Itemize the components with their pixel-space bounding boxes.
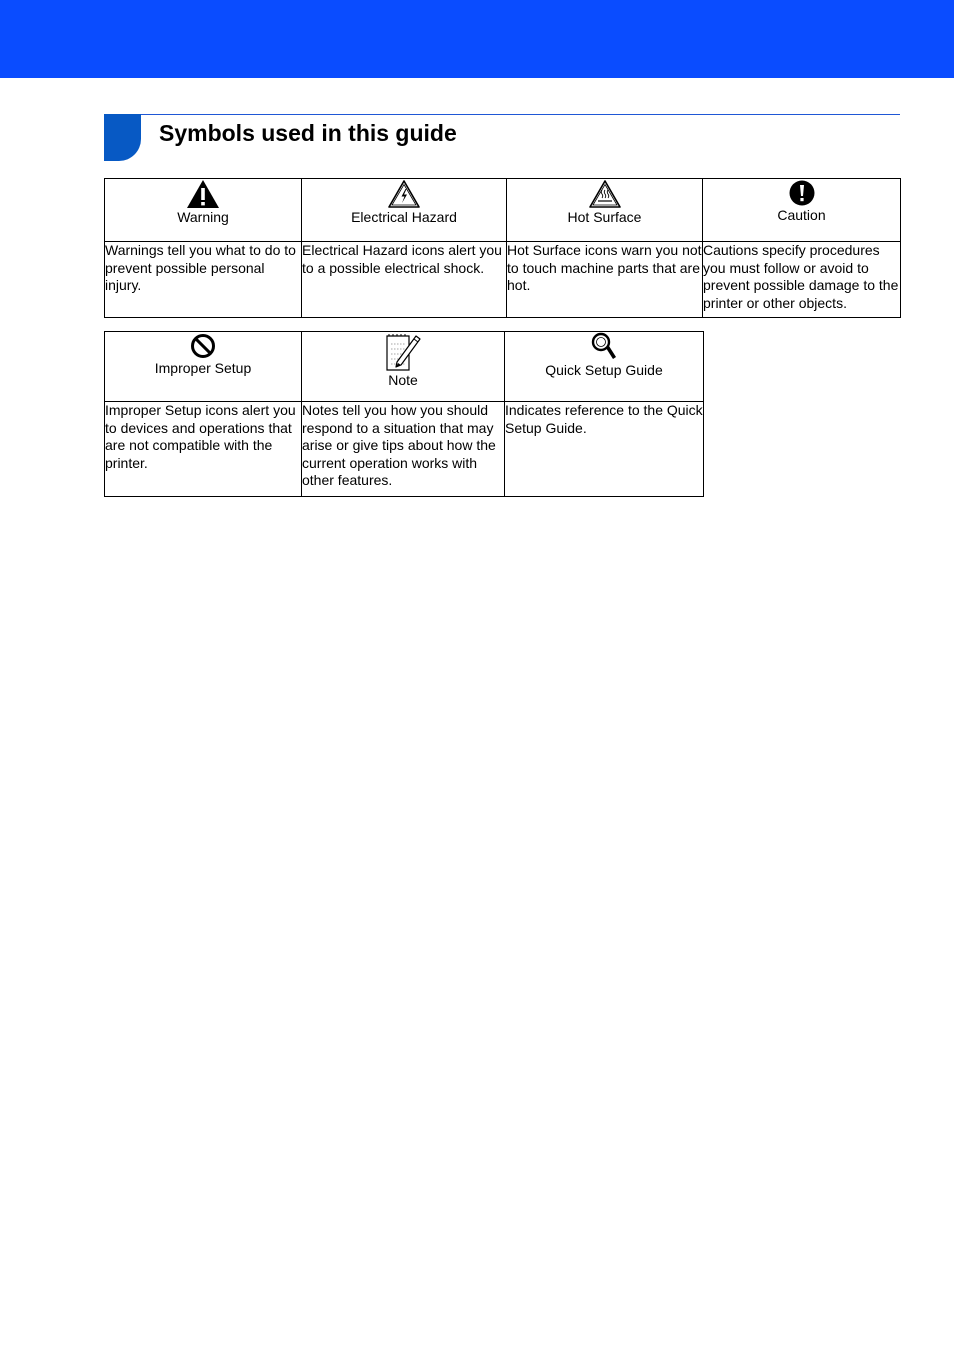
- symbol-label-quick-setup-guide: Quick Setup Guide: [545, 362, 663, 378]
- prohibited-icon: [189, 332, 217, 360]
- symbol-description-caution: Cautions specify procedures you must follow or avoid to prevent possible damage to the printer or other objects.: [703, 242, 901, 318]
- header-band: [0, 0, 954, 78]
- caution-exclamation-icon: [788, 179, 816, 207]
- symbol-label-electrical-hazard: Electrical Hazard: [351, 209, 457, 225]
- symbol-description-electrical-hazard: Electrical Hazard icons alert you to a possible electrical shock.: [302, 242, 507, 318]
- symbol-header-improper-setup: [105, 332, 302, 402]
- symbol-header-note: [302, 332, 505, 402]
- section-rule: [104, 114, 900, 115]
- symbol-header-caution: [703, 179, 901, 242]
- symbol-header-hot-surface: [507, 179, 703, 242]
- section-title: Symbols used in this guide: [159, 120, 457, 146]
- symbol-label-caution: Caution: [777, 207, 826, 223]
- magnifier-icon: [590, 332, 618, 362]
- symbol-description-improper-setup: Improper Setup icons alert you to devices and operations that are not compatible with the printer.: [105, 402, 302, 497]
- symbol-description-note: Notes tell you how you should respond to a situation that may arise or give tips about how the current operation works with other features.: [302, 402, 505, 497]
- symbol-label-note: Note: [388, 372, 418, 388]
- electrical-hazard-icon: [387, 179, 421, 209]
- symbol-description-hot-surface: Hot Surface icons warn you not to touch machine parts that are hot.: [507, 242, 703, 318]
- symbol-header-electrical-hazard: [302, 179, 507, 242]
- symbols-table-1: [104, 178, 901, 318]
- symbol-header-quick-setup-guide: [505, 332, 704, 402]
- note-pad-icon: [383, 332, 423, 372]
- symbol-description-quick-setup-guide: Indicates reference to the Quick Setup Guide.: [505, 402, 704, 497]
- symbol-label-warning: Warning: [177, 209, 229, 225]
- symbol-label-hot-surface: Hot Surface: [567, 209, 642, 225]
- symbol-header-warning: [105, 179, 302, 242]
- symbol-label-improper-setup: Improper Setup: [154, 360, 252, 376]
- symbols-table-2: [104, 331, 704, 497]
- warning-triangle-icon: [186, 179, 220, 209]
- hot-surface-icon: [588, 179, 622, 209]
- symbol-description-warning: Warnings tell you what to do to prevent possible personal injury.: [105, 242, 302, 318]
- section-tab-marker: [104, 114, 141, 161]
